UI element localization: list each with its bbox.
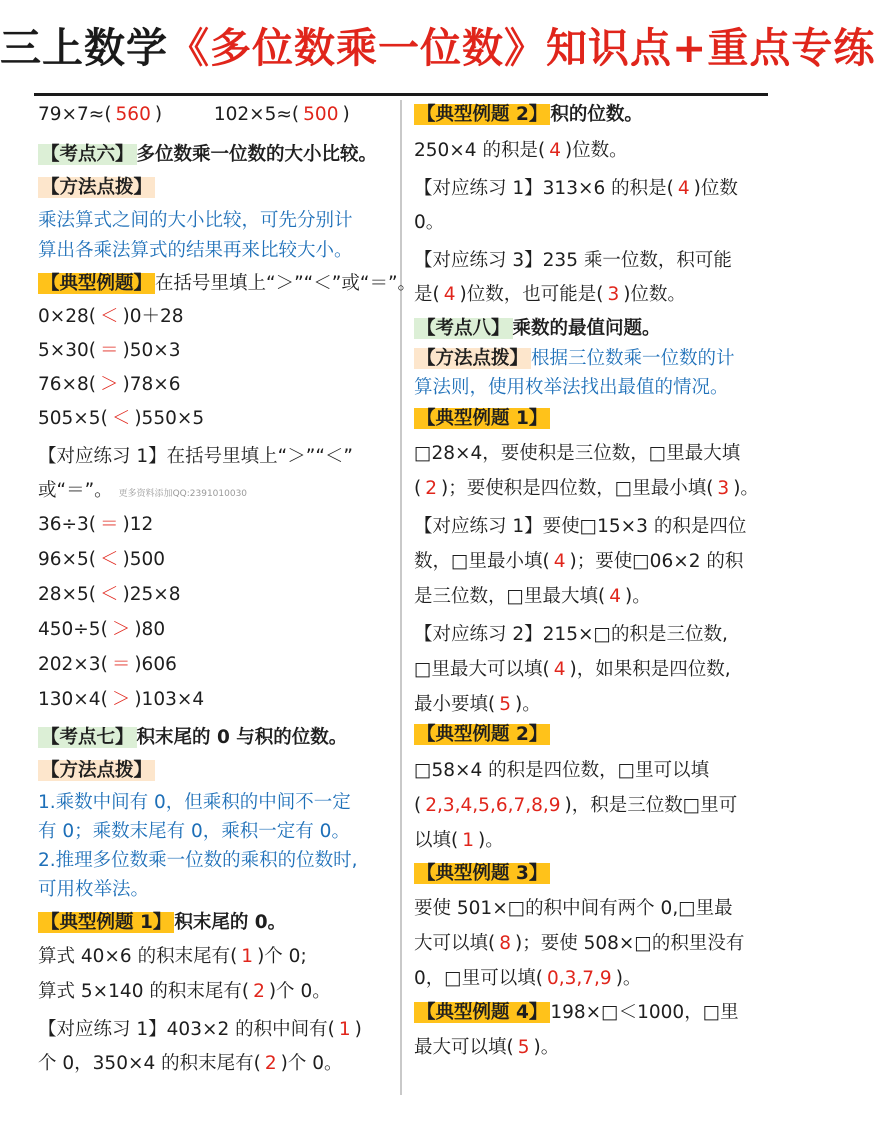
item-left: 450÷5( bbox=[38, 619, 108, 640]
k6-practice-item-2 bbox=[38, 545, 398, 575]
r-e2-tag: 【典型例题 2】 bbox=[414, 724, 550, 745]
text-part: 313×6 的积是( bbox=[542, 178, 674, 199]
k7-example-line-2 bbox=[38, 977, 398, 1007]
r-q1-line-2 bbox=[414, 547, 774, 577]
title-underline bbox=[34, 93, 768, 96]
open-paren: ( bbox=[414, 478, 422, 499]
r-p3-line-2 bbox=[414, 280, 774, 310]
item-left: 0×28( bbox=[38, 306, 97, 327]
r-p1-line-1 bbox=[414, 174, 774, 204]
k6-method-line-1: 乘法算式之间的大小比较，可先分别计 bbox=[38, 210, 353, 231]
page-title bbox=[0, 0, 875, 96]
k7-practice-line-1 bbox=[38, 1015, 398, 1045]
r-q1-line-1 bbox=[414, 512, 774, 542]
r-q2-line-1 bbox=[414, 620, 774, 650]
answer: 2,3,4,5,6,7,8,9 bbox=[425, 795, 561, 816]
answer: 3 bbox=[607, 284, 620, 305]
text-part: 算式 5×140 的积末尾有( bbox=[38, 981, 250, 1002]
k8-method-text-1: 根据三位数乘一位数的计 bbox=[531, 348, 735, 369]
text-part: 个 0，350×4 的积末尾有( bbox=[38, 1053, 261, 1074]
k8-method-tag: 【方法点拨】 bbox=[414, 348, 531, 369]
answer: 4 bbox=[549, 140, 561, 161]
k8-method-line-2: 算法则，使用枚举法找出最值的情况。 bbox=[414, 377, 729, 398]
k7-tag: 【考点七】 bbox=[38, 727, 137, 748]
text-part: ) bbox=[354, 1019, 362, 1040]
r-q2-line-2 bbox=[414, 655, 774, 685]
text-part: )；要使□06×2 的积 bbox=[569, 551, 744, 572]
k6-practice-heading bbox=[38, 442, 398, 472]
text-part: )，如果积是四位数, bbox=[569, 659, 731, 680]
r-e4-line-1 bbox=[414, 998, 774, 1028]
text-part: 235 乘一位数，积可能 bbox=[542, 250, 732, 271]
k6-practice-item-4 bbox=[38, 615, 398, 645]
text-part: 最小要填( bbox=[414, 694, 496, 715]
answer: 4 bbox=[443, 284, 456, 305]
k7-method-tag: 【方法点拨】 bbox=[38, 760, 155, 781]
k6-item-1 bbox=[38, 302, 398, 332]
answer: 4 bbox=[609, 586, 621, 607]
item-right: )78×6 bbox=[122, 374, 181, 395]
title-part-3: 知识点+重点专练 bbox=[546, 24, 875, 72]
answer: 1 bbox=[241, 946, 254, 967]
item-right: )103×4 bbox=[134, 689, 205, 710]
text-part: )位数。 bbox=[564, 140, 628, 161]
item-right: )500 bbox=[122, 549, 166, 570]
answer: 2 bbox=[425, 478, 437, 499]
text-part: 是三位数，□里最大填( bbox=[414, 586, 606, 607]
text-part: )。 bbox=[615, 968, 642, 989]
answer: 4 bbox=[553, 551, 566, 572]
k8-tag: 【考点八】 bbox=[414, 318, 513, 339]
item-right: )550×5 bbox=[134, 408, 205, 429]
k6-practice-heading-2 bbox=[38, 476, 398, 509]
item-answer: ＜ bbox=[100, 306, 119, 327]
k7-method-line-2: 有 0；乘数末尾有 0，乘积一定有 0。 bbox=[38, 821, 350, 842]
text-part: )。 bbox=[515, 694, 541, 715]
r-e1-line-2 bbox=[414, 474, 774, 504]
r-e2-heading bbox=[414, 720, 774, 750]
r-e1-heading bbox=[414, 404, 774, 434]
k7-example-tag: 【典型例题 1】 bbox=[38, 912, 174, 933]
k6-item-4 bbox=[38, 404, 398, 434]
text-part: )位数，也可能是( bbox=[459, 284, 604, 305]
k7-method-tag-line bbox=[38, 756, 398, 786]
text-part: )。 bbox=[478, 830, 504, 851]
text-part: 大可以填( bbox=[414, 933, 496, 954]
r-ex2-title: 积的位数。 bbox=[550, 104, 643, 125]
text-part: )个 0。 bbox=[268, 981, 331, 1002]
k8-heading bbox=[414, 314, 774, 344]
item-answer: ＞ bbox=[100, 374, 119, 395]
k7-method-line-4: 可用枚举法。 bbox=[38, 879, 150, 900]
text-part: □里最大可以填( bbox=[414, 659, 550, 680]
title-part-1: 三上数学 bbox=[0, 24, 168, 72]
answer: 4 bbox=[677, 178, 690, 199]
text-part: 要使□15×3 的积是四位 bbox=[542, 516, 747, 537]
k6-method-line-2: 算出各乘法算式的结果再来比较大小。 bbox=[38, 240, 353, 261]
k7-title: 积末尾的 0 与积的位数。 bbox=[136, 727, 348, 748]
text-part: )，积是三位数□里可 bbox=[564, 795, 738, 816]
item-left: 505×5( bbox=[38, 408, 108, 429]
r-e3-line-3 bbox=[414, 964, 774, 994]
k6-item-2 bbox=[38, 336, 398, 366]
item-left: 130×4( bbox=[38, 689, 108, 710]
text-part: )；要使 508×□的积里没有 bbox=[515, 933, 745, 954]
approx-expr-2: 102×5≈( bbox=[213, 104, 300, 125]
item-right: )0＋28 bbox=[122, 306, 184, 327]
k6-practice-item-5 bbox=[38, 650, 398, 680]
approx-answer-2: 500 bbox=[303, 104, 339, 125]
k7-heading bbox=[38, 723, 398, 753]
item-left: 36÷3( bbox=[38, 514, 97, 535]
answer: 3 bbox=[717, 478, 730, 499]
r-ex2-line bbox=[414, 136, 774, 166]
text-part: )。 bbox=[533, 1037, 560, 1058]
r-e3-line-2 bbox=[414, 929, 774, 959]
watermark-text: 更多资料添加QQ:2391010030 bbox=[118, 489, 248, 499]
k8-title: 乘数的最值问题。 bbox=[512, 318, 661, 339]
r-e4-line-2 bbox=[414, 1033, 774, 1063]
text-part: )；要使积是四位数，□里最小填( bbox=[441, 478, 714, 499]
answer: 2 bbox=[264, 1053, 277, 1074]
k6-practice-text: 在括号里填上“＞”“＜” bbox=[166, 446, 353, 467]
r-q2-line-3 bbox=[414, 690, 774, 720]
item-left: 76×8( bbox=[38, 374, 97, 395]
k8-method-line-1 bbox=[414, 344, 774, 374]
text-part: 是( bbox=[414, 284, 440, 305]
text-part: )位数。 bbox=[623, 284, 686, 305]
answer: 5 bbox=[499, 694, 511, 715]
r-ex2-tag: 【典型例题 2】 bbox=[414, 104, 550, 125]
practice-tag: 【对应练习 3】 bbox=[414, 250, 543, 271]
text-part: 250×4 的积是( bbox=[414, 140, 546, 161]
title-part-2: 《多位数乘一位数》 bbox=[168, 24, 546, 72]
item-answer: ＞ bbox=[111, 689, 131, 710]
text-part: 算式 40×6 的积末尾有( bbox=[38, 946, 238, 967]
item-answer: ＜ bbox=[100, 584, 119, 605]
answer: 4 bbox=[553, 659, 566, 680]
text-part: 403×2 的积中间有( bbox=[166, 1019, 335, 1040]
r-e2-line-3 bbox=[414, 826, 774, 856]
practice-tag: 【对应练习 1】 bbox=[38, 1019, 167, 1040]
k6-tag: 【考点六】 bbox=[38, 144, 137, 165]
item-answer: ＝ bbox=[100, 340, 119, 361]
k7-practice-line-2 bbox=[38, 1049, 398, 1079]
item-right: )25×8 bbox=[122, 584, 181, 605]
item-left: 202×3( bbox=[38, 654, 108, 675]
k6-method-tag: 【方法点拨】 bbox=[38, 177, 155, 198]
item-right: )80 bbox=[134, 619, 166, 640]
answer: 0,3,7,9 bbox=[546, 968, 612, 989]
practice-tag: 【对应练习 1】 bbox=[414, 516, 543, 537]
r-e2-line-2 bbox=[414, 791, 774, 821]
k6-heading bbox=[38, 140, 398, 170]
k6-practice-text-2: 或“＝”。 bbox=[38, 480, 113, 501]
k6-practice-item-1 bbox=[38, 510, 398, 540]
text-part: 以填( bbox=[414, 830, 459, 851]
text-part: 215×□的积是三位数, bbox=[542, 624, 728, 645]
k6-example-heading bbox=[38, 269, 417, 299]
k7-method-line-1: 1.乘数中间有 0，但乘积的中间不一定 bbox=[38, 792, 351, 813]
r-e3-heading bbox=[414, 859, 774, 889]
r-e4-tag: 【典型例题 4】 bbox=[414, 1002, 550, 1023]
item-answer: ＜ bbox=[111, 408, 131, 429]
r-p3-line-1 bbox=[414, 246, 774, 276]
text-part: 最大可以填( bbox=[414, 1037, 514, 1058]
item-right: )50×3 bbox=[122, 340, 181, 361]
k6-title: 多位数乘一位数的大小比较。 bbox=[136, 144, 378, 165]
answer: 2 bbox=[253, 981, 265, 1002]
item-answer: ＝ bbox=[111, 654, 131, 675]
answer: 1 bbox=[462, 830, 474, 851]
approx-answer-1: 560 bbox=[115, 104, 151, 125]
k6-practice-tag: 【对应练习 1】 bbox=[38, 446, 167, 467]
k6-example-tag: 【典型例题】 bbox=[38, 273, 155, 294]
column-divider bbox=[400, 100, 402, 1095]
text-part: )个 0。 bbox=[280, 1053, 343, 1074]
answer: 5 bbox=[517, 1037, 530, 1058]
r-e1-line-1: □28×4，要使积是三位数，□里最大填 bbox=[414, 443, 741, 464]
approx-close-1: ) bbox=[154, 104, 163, 125]
k7-example-text: 积末尾的 0。 bbox=[174, 912, 287, 933]
item-left: 96×5( bbox=[38, 549, 97, 570]
k6-example-text: 在括号里填上“＞”“＜”或“＝”。 bbox=[155, 273, 417, 294]
item-left: 5×30( bbox=[38, 340, 97, 361]
open-paren: ( bbox=[414, 795, 422, 816]
text-part: )。 bbox=[733, 478, 759, 499]
r-e2-line-1: □58×4 的积是四位数，□里可以填 bbox=[414, 760, 710, 781]
r-p1-line-2: 0。 bbox=[414, 212, 445, 233]
k6-item-3 bbox=[38, 370, 398, 400]
k7-example-line-1 bbox=[38, 942, 398, 972]
text-part: )位数 bbox=[693, 178, 738, 199]
item-answer: ＞ bbox=[111, 619, 131, 640]
item-right: )12 bbox=[122, 514, 154, 535]
answer: 1 bbox=[338, 1019, 351, 1040]
approx-close-2: ) bbox=[342, 104, 350, 125]
r-q1-line-3 bbox=[414, 582, 774, 612]
text-part: 0，□里可以填( bbox=[414, 968, 543, 989]
approx-line bbox=[38, 100, 398, 130]
text-part: )。 bbox=[624, 586, 651, 607]
r-e3-tag: 【典型例题 3】 bbox=[414, 863, 550, 884]
k7-example-heading bbox=[38, 908, 398, 938]
k7-method-line-3: 2.推理多位数乘一位数的乘积的位数时, bbox=[38, 850, 358, 871]
practice-tag: 【对应练习 2】 bbox=[414, 624, 543, 645]
r-e1-tag: 【典型例题 1】 bbox=[414, 408, 550, 429]
r-e4-text: 198×□＜1000，□里 bbox=[550, 1002, 739, 1023]
r-ex2-heading bbox=[414, 100, 774, 130]
item-left: 28×5( bbox=[38, 584, 97, 605]
item-answer: ＜ bbox=[100, 549, 119, 570]
text-part: )个 0; bbox=[257, 946, 307, 967]
k6-practice-item-6 bbox=[38, 685, 398, 715]
item-answer: ＝ bbox=[100, 514, 119, 535]
practice-tag: 【对应练习 1】 bbox=[414, 178, 543, 199]
k6-method-tag-line bbox=[38, 173, 398, 203]
item-right: )606 bbox=[134, 654, 177, 675]
answer: 8 bbox=[499, 933, 511, 954]
text-part: 数，□里最小填( bbox=[414, 551, 550, 572]
r-e3-line-1: 要使 501×□的积中间有两个 0,□里最 bbox=[414, 898, 733, 919]
k6-practice-item-3 bbox=[38, 580, 398, 610]
approx-expr-1: 79×7≈( bbox=[38, 104, 112, 125]
